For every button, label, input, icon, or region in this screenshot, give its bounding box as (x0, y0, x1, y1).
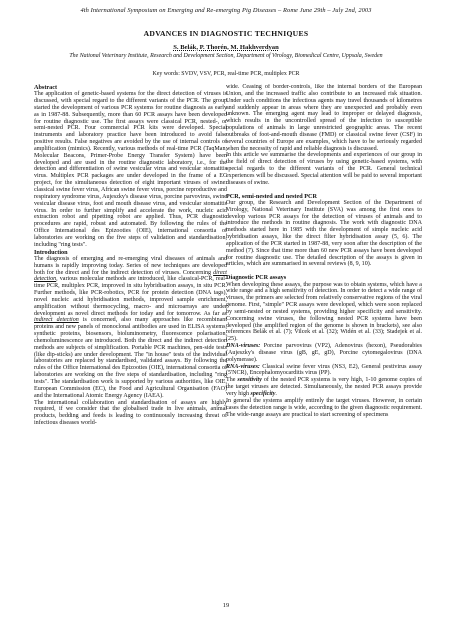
diagnostic-pcr-heading: Diagnostic PCR assays (226, 274, 287, 282)
dna-viruses-paragraph (226, 343, 422, 364)
page-number: 19 (222, 602, 230, 609)
pcr-section-heading: PCR, semi-nested and nested PCR (226, 192, 317, 200)
introduction-continued-paragraph: wide. Ceasing of border-controls, like the internal borders of the European Union, and the increased traffic also contribute to an increased risk situation. Under such conditions the infectious agents may travel thousands of kilometres and suddenly appear in areas where they are unexpected and probably even unknown. The emerging agent may lead to improper or delayed diagnosis, which results in the uncontrolled spread of the infection to susceptible populations of animals in large unrestricted geographic areas. The recent outbreaks of foot-and-mouth disease (FMD) or classical swine fever (CSF) in several countries of Europe are examples, which have to be seriously regarded when the necessity of rapid and reliable diagnosis is discussed. (226, 84, 422, 152)
sensitivity-text-part: of the nested PCR systems is very high, 1-10 genome copies of the target viruses are detected. Simultaneously, the nested PCR assays provide very high (226, 377, 422, 397)
author-list[interactable]: S. Belák, P. Thorén, M. Hakhverdyan (173, 44, 279, 51)
intro-text-part: The diagnosis of emerging and re-emerging viral diseases of animals and humans is rapidly improving today. Series of new techniques are developed both for the direct and for the indirect detection of viruses. Concerning (34, 255, 227, 276)
abstract-paragraph: The application of genetic-based systems for the direct detection of viruses is discussed, with special regard to the different variants of the PCR. The group started the development of various PCR systems for routine diagnosis as early as in 1987-88. Subsequently, more than 60 PCR assays have been developed for routine diagnostic use. The first assays were classical PCR, nested-, or semi-nested PCR. Four commercial PCR kits were developed. Special instruments and laboratory practice have been introduced to avoid false positive results. False negatives are avoided by the use of internal controls of amplification (mimics). Recently, various methods of real-time PCR (TaqMan, Molecular Beacons, Primer-Probe Energy Transfer System) have been developed and are used in the routine diagnostic laboratory, i.e., for the detection and differentiation of swine vesicular virus and vesicular stomatitis virus. Multiplex PCR packages are under developed in the frame of a EC project, for the simultaneous detection of eight important viruses of swine: classical swine fever virus, African swine fever virus, porcine reproductive and respiratory syndrome virus, Aujeszky's disease virus, porcine parvovirus, swine vesicular disease virus, foot and mouth disease virus, and vesicular stomatitis virus. In order to further simplify and accelerate the work, nucleic acid extraction robot and pipetting robot are applied. Thus, PCR diagnostic procedures are rapid, robust and automated. By following the rules of the Office International des Epizooties (OIE), international consortia of laboratories are working on the five steps of validation and standardisation, including "ring tests". (34, 91, 227, 248)
paper-title: ADVANCES IN DIAGNOSTIC TECHNIQUES (143, 29, 309, 38)
introduction-paragraph (34, 256, 227, 400)
left-column (34, 84, 227, 604)
dna-viruses-label: DNA-viruses: (226, 343, 261, 350)
indirect-detection-term: indirect detection (34, 317, 79, 324)
rna-viruses-paragraph (226, 364, 422, 378)
introduction-summary-paragraph: In this article we summarise the developments and experiences of our group in the field of direct detection of viruses by using genetic-based systems, with special regards to the different variants of the PCR. General technical experiences will be discussed. Special attention will be paid to several important diseases of swine. (226, 152, 422, 186)
rna-viruses-label: RNA-viruses: (226, 363, 260, 370)
affiliation: The National Veterinary Institute, Research and Development Section, Department of Virology, Biomedical Centre, Uppsala, Sweden (69, 53, 383, 59)
sensitivity-text-part: . (275, 391, 277, 397)
intro-text-part: is concerned, also many approaches like recombinant proteins and new panels of monoclonal antibodies are used in ELISA systems, synthetic proteins, biosensors, bioluminometry, fluorescence polarisation, chemoluminescence are introduced. Both the direct and the indirect detection methods are subjects of simplification. Portable PCR machines, pen-side tests (like dip-sticks) are under development. The "in house" tests of the individual laboratories are replaced by standardised, validated assays. By following the rules of the Office International des Epizooties (OIE), international consortia of laboratories are working on the five steps of standardisation, including "ring tests". The standardisation work is supported by various authorities, like OIE, European Commission (EC), the Food and Agricultural Organisation (FAO) and the International Atomic Energy Agency (IAEA). (34, 317, 227, 399)
right-column (226, 84, 422, 604)
pcr-section-paragraph: Our group, the Research and Development Section of the Department of Virology, National Veterinary Institute (SVA) was among the first ones to develop various PCR assays for the detection of viruses of animals and to introduce the methods in routine diagnosis. The work with diagnostic DNA methods started here in 1985 with the development of simple nucleic acid hybridisation assays, like the direct filter hybridisation assay (5, 6). The application of the PCR started in 1987-88, very soon after the description of the method (7). Since that time more than 60 new PCR assays have been developed for routine diagnostic use. The detailed description of the assays is given in articles, which are summarised in several reviews (8, 9, 10). (226, 199, 422, 268)
running-header: 4th International Symposium on Emerging and Re-emerging Pig Diseases – Rome June 29th – July 2nd, 2003 (80, 7, 372, 14)
sensitivity-text-part: The (226, 377, 238, 384)
keywords: Key words: SVDV, VSV, PCR, real-time PCR, multiplex PCR (152, 71, 300, 77)
specificity-term: specificity (250, 391, 276, 397)
rna-viruses-text: Classical swine fever virus (NS3, E2), General pestivirus assay (5'NCR), Encephalomyocarditis virus (PP). (226, 363, 422, 377)
introduction-paragraph-2: The international collaboration and standardisation of assays are highly required, if we consider that the globalised trade in live animals, animal products, bedding and feeds is leading to continuously increasing threat of infectious diseases world- (34, 399, 227, 427)
sensitivity-term: sensitivity (237, 377, 262, 384)
diagnostic-pcr-paragraph: When developing these assays, the purpose was to obtain systems, which have a wide range and a high sensitivity of detection. In order to detect a wide range of viruses, the primers are selected from relatively conservative regions of the viral genome. First, "simple" PCR assays were developed, which were soon replaced by semi-nested or nested systems, providing higher specificity and sensitivity. Concerning swine viruses, the following nested PCR systems have been developed (the amplified region of the genome is shown in brackets), see also references Belák et al. (7); Vilcek et al. (32); Widén et al. (33); Stadejek et al. (25). (226, 281, 422, 343)
general-paragraph: In general the systems amplify entirely the target viruses. However, in certain cases the detection range is wide, according to the given diagnostic requirement. The wide-range assays are practical to start screening of specimens (226, 397, 422, 418)
sensitivity-paragraph (226, 377, 422, 398)
introduction-heading: Introduction (34, 248, 68, 256)
dna-viruses-text: Porcine parvovirus (VP2), Adenovirus (hexon), Pseudorabies (Aujeszky's disease virus (gB, gE, gD), Porcine cytomegalovirus (DNA polymerase). (226, 343, 422, 363)
direct-detection-term: direct detection (34, 269, 227, 283)
intro-text-part: , various molecular methods are introduced, like classical-PCR, real-time PCR, multiplex PCR, improved in situ hybridisation assays, in situ PCR. Further methods, like PCR-robotics, PCR for protein detection (DNA tags), novel nucleic acid hybridisation methods, improved sample enrichment, amplification without thermocycling, macro- and microarrays are under development as novel direct methods for today and for tomorrow. As far as (34, 276, 227, 317)
abstract-heading: Abstract (34, 84, 58, 91)
